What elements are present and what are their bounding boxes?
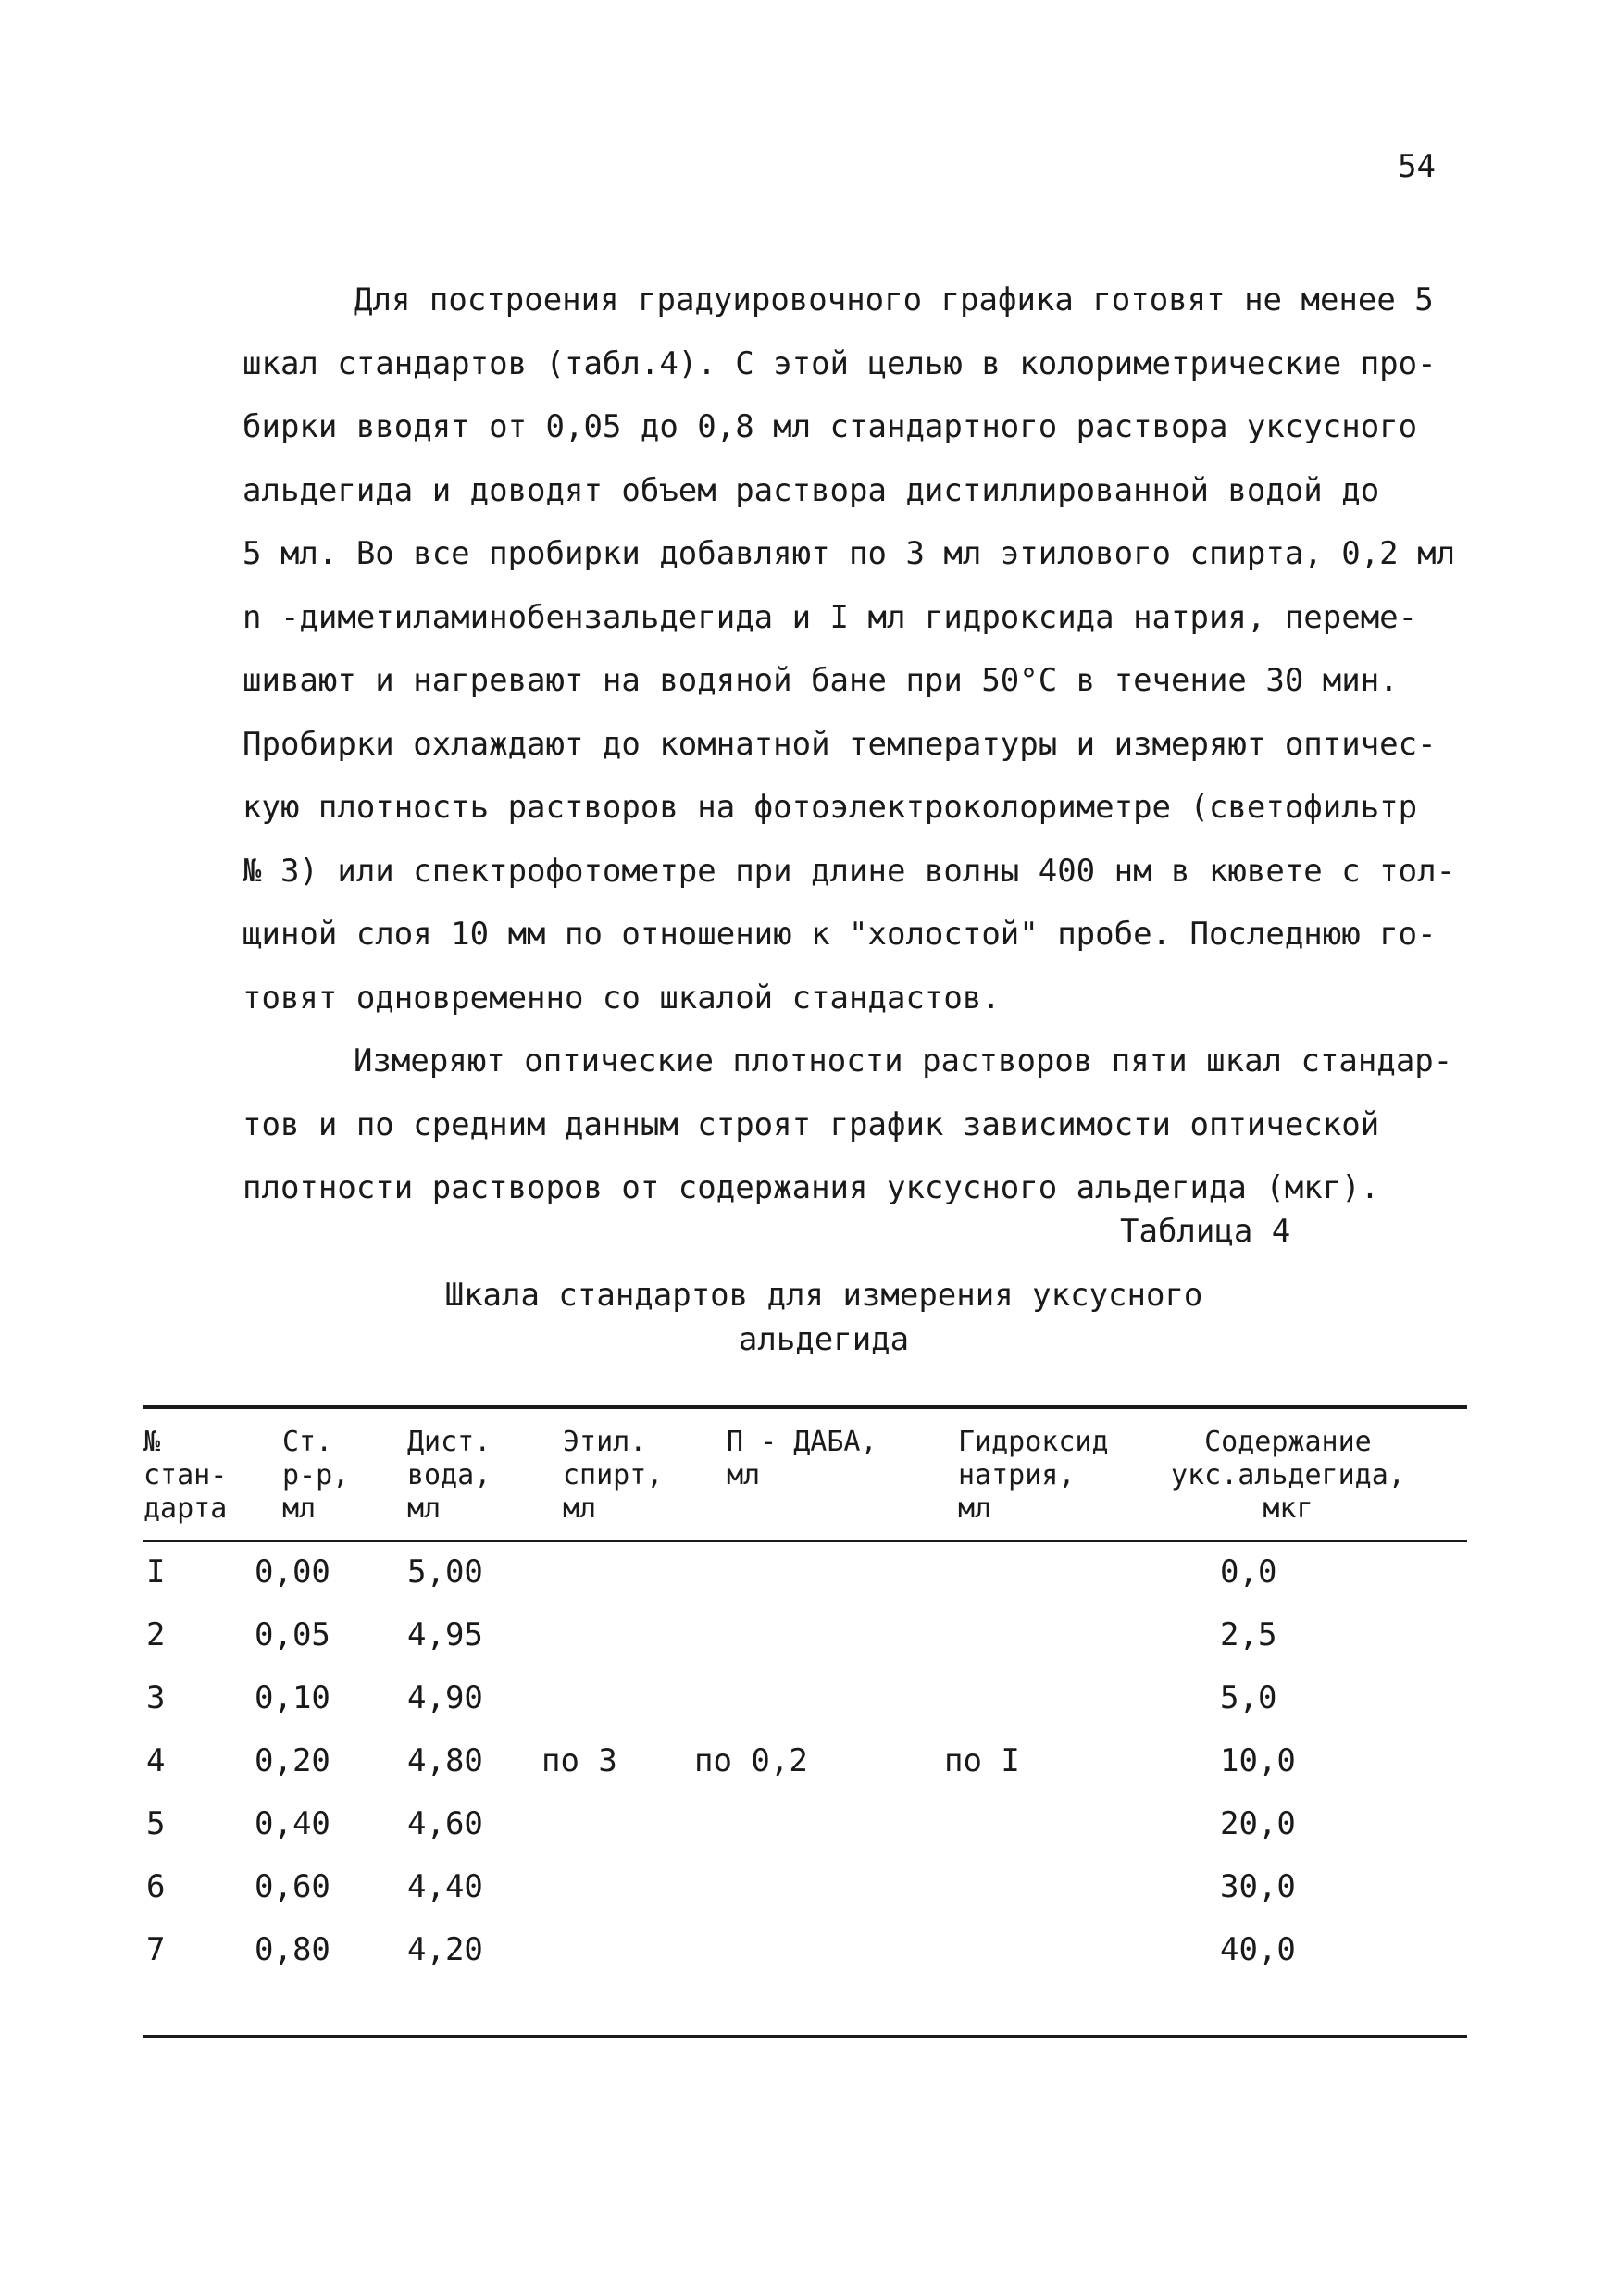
header-acetaldehyde-content: Содержание укс.альдегида, мкг <box>1171 1426 1405 1525</box>
table-cell-content: 10,0 <box>1220 1742 1296 1779</box>
text-line: щиной слоя 10 мм по отношению к "холостой" пробе. Последнюю го- <box>243 916 1437 953</box>
table-title-line: Шкала стандартов для измерения уксусного <box>444 1277 1203 1314</box>
text-line: Измеряют оптические плотности растворов пяти шкал стандар- <box>354 1042 1453 1079</box>
table-cell-standard: 0,00 <box>255 1554 330 1591</box>
text-line: Пробирки охлаждают до комнатной температуры и измеряют оптичес- <box>243 725 1437 763</box>
table-cell-number: 7 <box>146 1931 166 1968</box>
body-text <box>243 268 1474 1220</box>
header-daba: П - ДАБА, мл <box>727 1426 877 1491</box>
table-cell-water: 4,95 <box>407 1616 483 1653</box>
table-cell-standard: 0,05 <box>255 1616 330 1653</box>
text-line: № 3) или спектрофотометре при длине волны 400 нм в кювете с тол- <box>243 852 1456 890</box>
table-title-line: альдегида <box>738 1321 910 1358</box>
table-cell-standard: 0,10 <box>255 1679 330 1716</box>
table-cell-water: 4,80 <box>407 1742 483 1779</box>
table-cell-sodium-hydroxide: по I <box>944 1742 1020 1779</box>
header-sodium-hydroxide: Гидроксид натрия, мл <box>958 1426 1109 1525</box>
header-standard-number: № стан- дарта <box>143 1426 228 1525</box>
text-line: n -диметиламинобензальдегида и I мл гидроксида натрия, переме- <box>243 598 1418 636</box>
table-cell-water: 4,60 <box>407 1805 483 1842</box>
text-line: товят одновременно со шкалой стандастов. <box>243 979 1001 1017</box>
table-cell-content: 40,0 <box>1220 1931 1296 1968</box>
header-ethanol: Этил. спирт, мл <box>563 1426 664 1525</box>
table-title <box>407 1273 1240 1362</box>
table-cell-water: 4,40 <box>407 1868 483 1905</box>
header-distilled-water: Дист. вода, мл <box>407 1426 492 1525</box>
table-cell-content: 5,0 <box>1220 1679 1277 1716</box>
table-cell-water: 4,90 <box>407 1679 483 1716</box>
table-header-rule <box>143 1540 1467 1542</box>
table-cell-number: I <box>146 1554 166 1591</box>
table-bottom-rule <box>143 2035 1467 2038</box>
table-top-rule <box>143 1405 1467 1409</box>
table-cell-number: 6 <box>146 1868 166 1905</box>
page-number: 54 <box>1398 148 1436 185</box>
table-cell-standard: 0,80 <box>255 1931 330 1968</box>
text-line: 5 мл. Во все пробирки добавляют по 3 мл этилового спирта, 0,2 мл <box>243 535 1456 572</box>
table-label: Таблица 4 <box>1120 1213 1291 1250</box>
table-cell-standard: 0,40 <box>255 1805 330 1842</box>
text-line: бирки вводят от 0,05 до 0,8 мл стандартного раствора уксусного <box>243 408 1418 445</box>
text-line: тов и по средним данным строят график зависимости оптической <box>243 1105 1380 1143</box>
table-cell-standard: 0,20 <box>255 1742 330 1779</box>
table-cell-water: 4,20 <box>407 1931 483 1968</box>
text-line: Для построения градуировочного графика готовят не менее 5 <box>354 281 1434 318</box>
table-cell-number: 4 <box>146 1742 166 1779</box>
text-line: шивают и нагревают на водяной бане при 50°С в течение 30 мин. <box>243 662 1399 699</box>
table-cell-number: 2 <box>146 1616 166 1653</box>
table-cell-number: 5 <box>146 1805 166 1842</box>
text-line: кую плотность растворов на фотоэлектроколориметре (светофильтр <box>243 789 1418 826</box>
text-line: шкал стандартов (табл.4). С этой целью в колориметрические про- <box>243 344 1437 382</box>
text-line: плотности растворов от содержания уксусного альдегида (мкг). <box>243 1169 1380 1206</box>
text-line: альдегида и доводят объем раствора дистиллированной водой до <box>243 471 1380 509</box>
table-cell-standard: 0,60 <box>255 1868 330 1905</box>
header-standard-solution: Ст. р-р, мл <box>282 1426 350 1525</box>
table-cell-content: 20,0 <box>1220 1805 1296 1842</box>
table-cell-content: 2,5 <box>1220 1616 1277 1653</box>
table-cell-daba: по 0,2 <box>694 1742 808 1779</box>
table-cell-number: 3 <box>146 1679 166 1716</box>
table-cell-content: 0,0 <box>1220 1554 1277 1591</box>
table-cell-ethanol: по 3 <box>541 1742 617 1779</box>
table-cell-water: 5,00 <box>407 1554 483 1591</box>
table-cell-content: 30,0 <box>1220 1868 1296 1905</box>
